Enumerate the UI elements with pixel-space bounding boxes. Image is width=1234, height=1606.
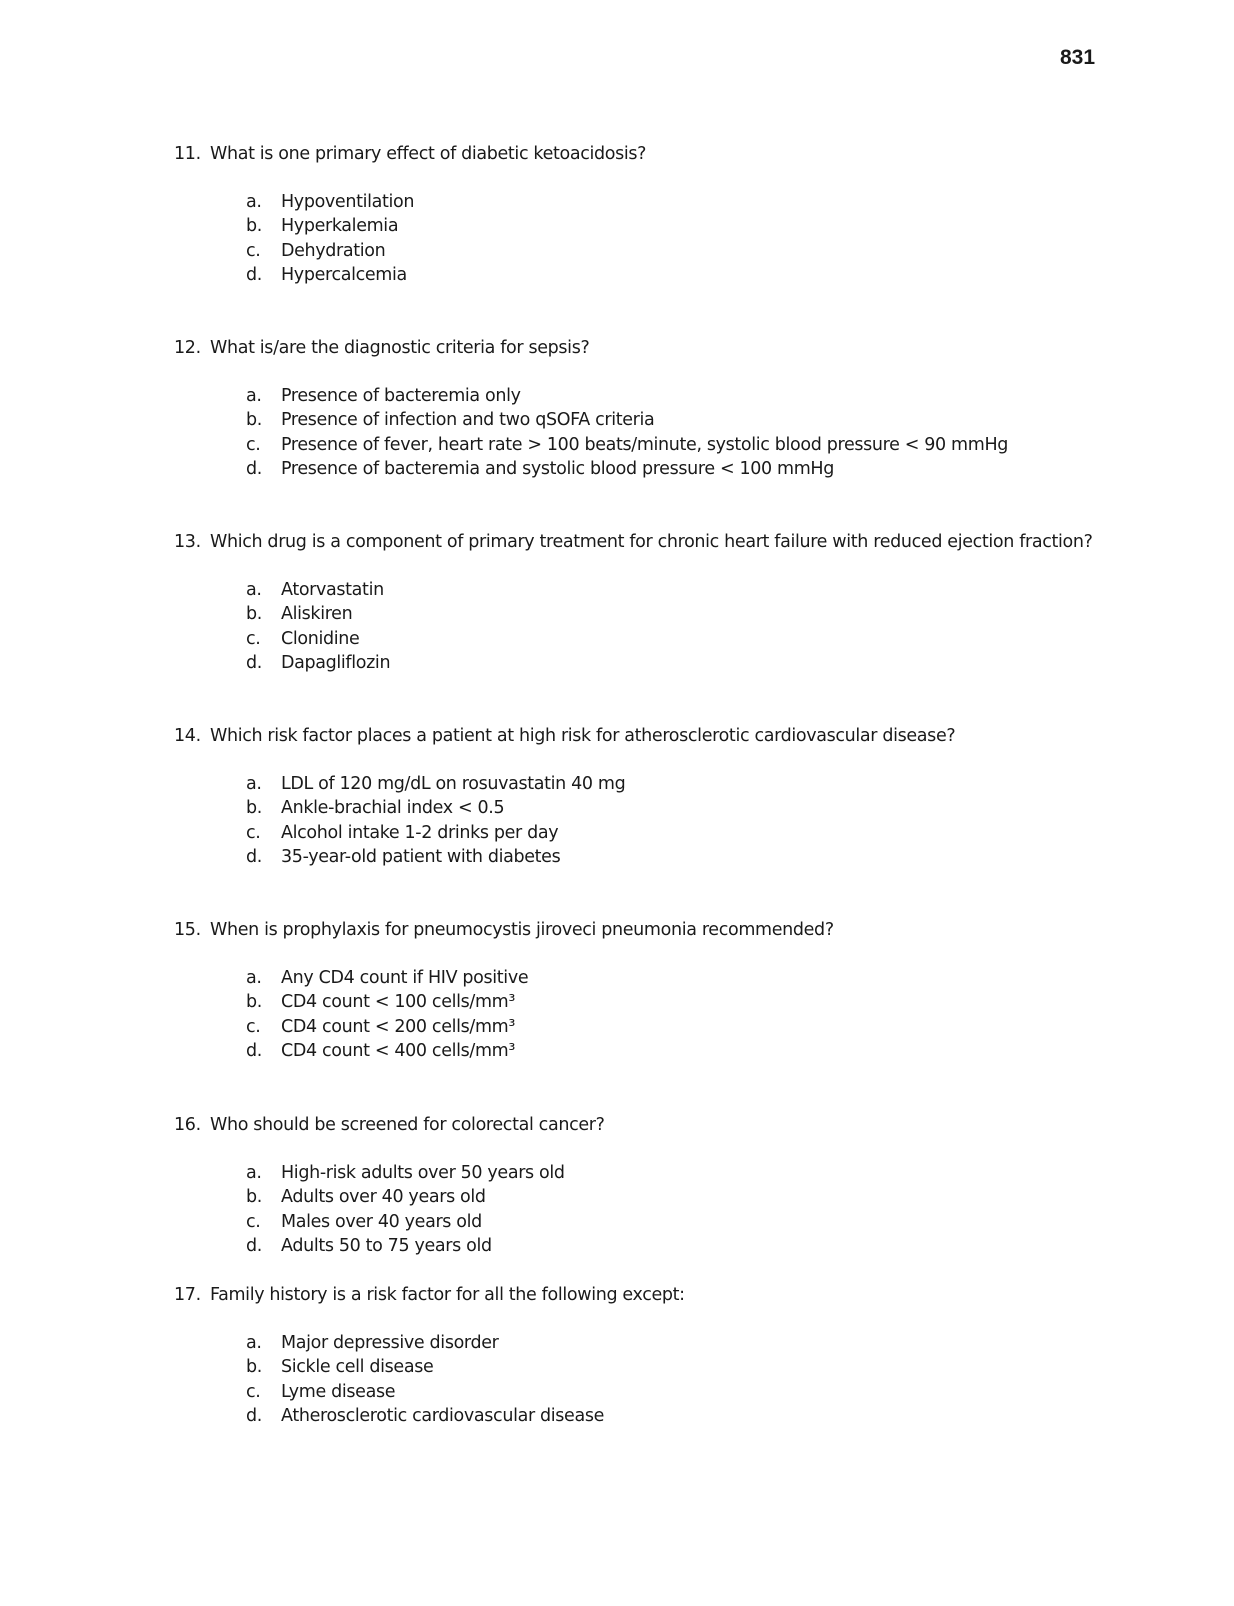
option-text: Clonidine [281,628,360,649]
answer-option [174,1185,1174,1209]
answer-option [174,1039,1174,1063]
option-text: Aliskiren [281,604,353,625]
option-letter: a. [246,1163,262,1183]
option-text: Adults over 40 years old [281,1187,486,1208]
answer-options [174,190,1174,288]
question-number: 17. [174,1285,201,1305]
question-text: What is one primary effect of diabetic ketoacidosis? [210,144,647,164]
answer-option [174,1234,1174,1258]
answer-option [174,1161,1174,1185]
option-text: Hypoventilation [281,192,415,212]
question-number: 13. [174,532,201,552]
question-stem [174,724,1174,748]
answer-options [174,966,1174,1064]
answer-option [174,845,1174,869]
question-text: When is prophylaxis for pneumocystis jiroveci pneumonia recommended? [210,920,834,940]
option-text: CD4 count < 100 cells/mm³ [281,992,516,1013]
option-text: Major depressive disorder [281,1333,499,1353]
question-stem [174,530,1174,554]
option-letter: c. [246,434,261,455]
option-letter: c. [246,1016,261,1037]
option-text: Hypercalcemia [281,265,407,286]
question-stem [174,142,1174,166]
option-text: Any CD4 count if HIV positive [281,968,529,988]
answer-options [174,578,1174,676]
option-letter: a. [246,192,262,212]
answer-option [174,821,1174,845]
option-letter: b. [246,992,262,1013]
option-letter: b. [246,1187,262,1208]
question-number: 16. [174,1115,201,1135]
option-text: 35-year-old patient with diabetes [281,847,561,868]
question-stem [174,1283,1174,1307]
option-text: Presence of bacteremia and systolic blood pressure < 100 mmHg [281,459,834,480]
option-letter: b. [246,798,262,819]
option-text: CD4 count < 200 cells/mm³ [281,1016,516,1037]
option-text: Sickle cell disease [281,1357,434,1378]
answer-option [174,457,1174,481]
option-text: LDL of 120 mg/dL on rosuvastatin 40 mg [281,774,626,794]
question-text: Family history is a risk factor for all the following except: [210,1285,685,1305]
question-14 [174,724,1174,870]
option-letter: a. [246,1333,262,1353]
answer-option [174,651,1174,675]
answer-option [174,1331,1174,1355]
option-letter: a. [246,774,262,794]
option-letter: d. [246,1236,262,1257]
answer-options [174,772,1174,870]
question-16 [174,1113,1174,1259]
option-letter: d. [246,847,262,868]
answer-option [174,190,1174,214]
option-letter: b. [246,216,262,237]
answer-option [174,1380,1174,1404]
answer-option [174,433,1174,457]
answer-option [174,602,1174,626]
option-letter: b. [246,410,262,431]
answer-option [174,578,1174,602]
question-13 [174,530,1174,676]
page-number: 831 [1060,46,1096,69]
option-letter: d. [246,265,262,286]
question-12 [174,336,1174,482]
option-letter: d. [246,1406,262,1427]
answer-options [174,1331,1174,1429]
option-letter: c. [246,822,261,843]
question-number: 11. [174,144,201,164]
option-letter: d. [246,459,262,480]
option-text: Males over 40 years old [281,1211,482,1232]
option-letter: c. [246,628,261,649]
option-text: Adults 50 to 75 years old [281,1236,492,1257]
question-stem [174,1113,1174,1137]
option-text: Atorvastatin [281,580,384,600]
answer-option [174,408,1174,432]
option-text: Presence of infection and two qSOFA criteria [281,410,655,431]
question-number: 12. [174,338,201,358]
question-text: Which drug is a component of primary treatment for chronic heart failure with reduced ejection fraction? [210,532,1093,552]
question-stem [174,336,1174,360]
option-letter: c. [246,1381,261,1402]
answer-option [174,1404,1174,1428]
question-stem [174,918,1174,942]
answer-option [174,214,1174,238]
answer-option [174,796,1174,820]
option-text: Alcohol intake 1-2 drinks per day [281,822,559,843]
question-number: 15. [174,920,201,940]
option-text: Presence of fever, heart rate > 100 beats/minute, systolic blood pressure < 90 mmHg [281,434,1009,455]
answer-option [174,966,1174,990]
option-text: Dapagliflozin [281,653,391,674]
option-text: Lyme disease [281,1381,396,1402]
question-number: 14. [174,726,201,746]
answer-option [174,1210,1174,1234]
answer-option [174,1355,1174,1379]
option-text: High-risk adults over 50 years old [281,1163,565,1183]
option-letter: d. [246,1041,262,1062]
answer-options [174,1161,1174,1259]
answer-option [174,772,1174,796]
option-text: Atherosclerotic cardiovascular disease [281,1406,605,1427]
answer-option [174,1015,1174,1039]
question-17 [174,1283,1174,1429]
option-text: CD4 count < 400 cells/mm³ [281,1041,516,1062]
option-text: Dehydration [281,240,386,261]
option-text: Presence of bacteremia only [281,386,521,406]
option-text: Ankle-brachial index < 0.5 [281,798,505,819]
question-text: Who should be screened for colorectal cancer? [210,1115,605,1135]
option-letter: a. [246,580,262,600]
option-letter: a. [246,968,262,988]
question-text: Which risk factor places a patient at high risk for atherosclerotic cardiovascular disease? [210,726,956,746]
option-letter: b. [246,604,262,625]
option-letter: d. [246,653,262,674]
answer-options [174,384,1174,482]
answer-option [174,627,1174,651]
answer-option [174,239,1174,263]
question-text: What is/are the diagnostic criteria for sepsis? [210,338,590,358]
answer-option [174,990,1174,1014]
option-letter: c. [246,240,261,261]
question-11 [174,142,1174,288]
option-letter: c. [246,1211,261,1232]
question-15 [174,918,1174,1064]
answer-option [174,263,1174,287]
option-letter: a. [246,386,262,406]
answer-option [174,384,1174,408]
option-text: Hyperkalemia [281,216,399,237]
option-letter: b. [246,1357,262,1378]
